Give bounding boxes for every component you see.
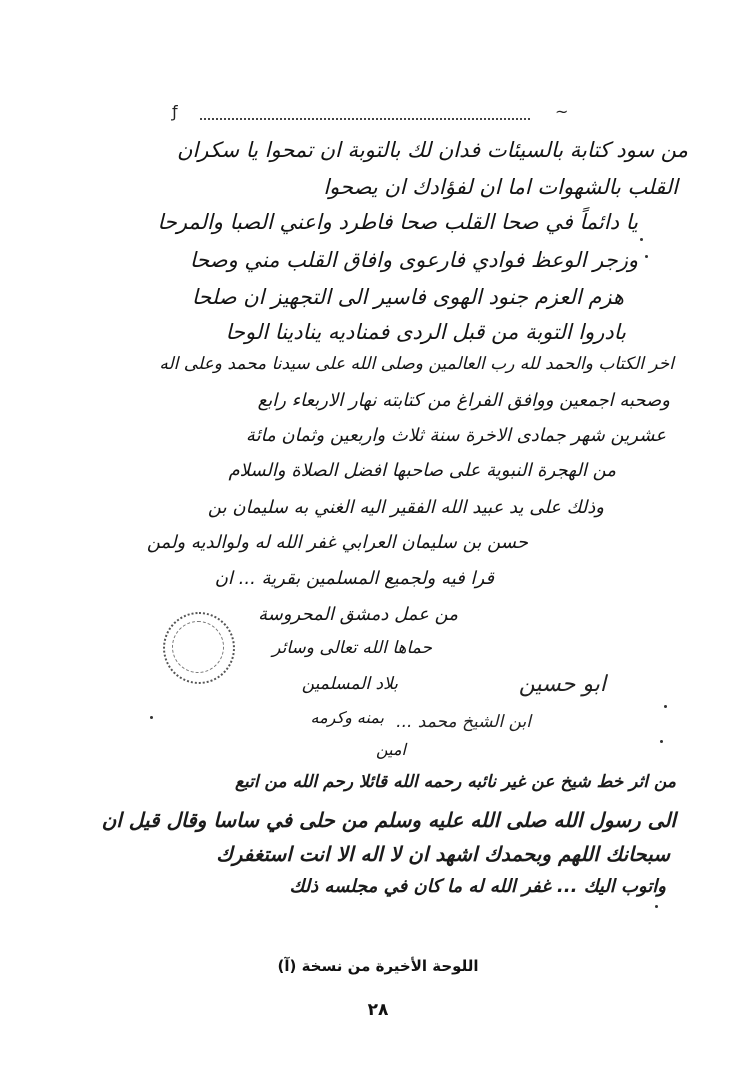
later-note-line: الى رسول الله صلى الله عليه وسلم من حلى في ساسا وقال قيل ان	[101, 808, 676, 832]
top-dotted-rule	[200, 118, 530, 120]
manuscript-line: وزجر الوعظ فوادي فارعوى وافاق القلب مني وصحا	[189, 248, 638, 272]
later-note-line: من اثر خط شيخ عن غير نائبه رحمه الله قائلا رحم الله من اتبع	[234, 772, 676, 792]
margin-note: ابن الشيخ محمد ...	[396, 712, 531, 732]
ink-speck	[655, 905, 658, 908]
manuscript-line: القلب بالشهوات اما ان لفؤادك ان يصحوا	[323, 175, 678, 199]
later-note-line: سبحانك اللهم وبحمدك اشهد ان لا اله الا انت استغفرك	[216, 842, 670, 866]
manuscript-line: يا دائماً في صحا القلب صحا فاطرد واعني الصبا والمرحا	[157, 210, 638, 234]
later-note-line: واتوب اليك ... غفر الله له ما كان في مجلسه ذلك	[289, 876, 666, 897]
ink-speck	[645, 255, 648, 258]
margin-note: ابو حسين	[518, 672, 606, 697]
manuscript-line: هزم العزم جنود الهوى فاسير الى التجهيز ان صلحا	[191, 285, 624, 309]
manuscript-line: من سود كتابة بالسيئات فدان لك بالتوبة ان تمحوا يا سكران	[177, 138, 688, 162]
manuscript-line: بلاد المسلمين	[301, 674, 398, 694]
manuscript-line: من عمل دمشق المحروسة	[258, 604, 458, 625]
ink-speck	[640, 238, 643, 241]
manuscript-line: عشرين شهر جمادى الاخرة سنة ثلاث واربعين وثمان مائة	[245, 425, 666, 446]
figure-caption: اللوحة الأخيرة من نسخة (آ)	[277, 957, 479, 975]
manuscript-line: حسن بن سليمان العرابي غفر الله له ولوالديه ولمن	[146, 532, 528, 553]
manuscript-line: اخر الكتاب والحمد لله رب العالمين وصلى الله على سيدنا محمد وعلى اله	[159, 354, 674, 374]
manuscript-line: وصحبه اجمعين ووافق الفراغ من كتابته نهار الاربعاء رابع	[257, 390, 670, 411]
top-right-mark: ~	[555, 102, 569, 121]
seal-stamp	[163, 612, 235, 684]
manuscript-line: بادروا التوبة من قبل الردى فمناديه ينادينا الوحا	[225, 320, 626, 344]
manuscript-line: بمنه وكرمه	[310, 708, 384, 727]
manuscript-line: قرا فيه ولجميع المسلمين بقرية ... ان	[214, 568, 494, 589]
ink-speck	[150, 716, 153, 719]
manuscript-line: وذلك على يد عبيد الله الفقير اليه الغني به سليمان بن	[207, 497, 604, 518]
manuscript-line: حماها الله تعالى وسائر	[272, 638, 432, 658]
top-left-mark: ƒ	[172, 102, 178, 121]
ink-speck	[660, 740, 663, 743]
ink-speck	[664, 705, 667, 708]
page-number: ٢٨	[367, 1000, 389, 1020]
manuscript-line: امين	[375, 740, 406, 759]
manuscript-line: من الهجرة النبوية على صاحبها افضل الصلاة والسلام	[228, 460, 616, 481]
